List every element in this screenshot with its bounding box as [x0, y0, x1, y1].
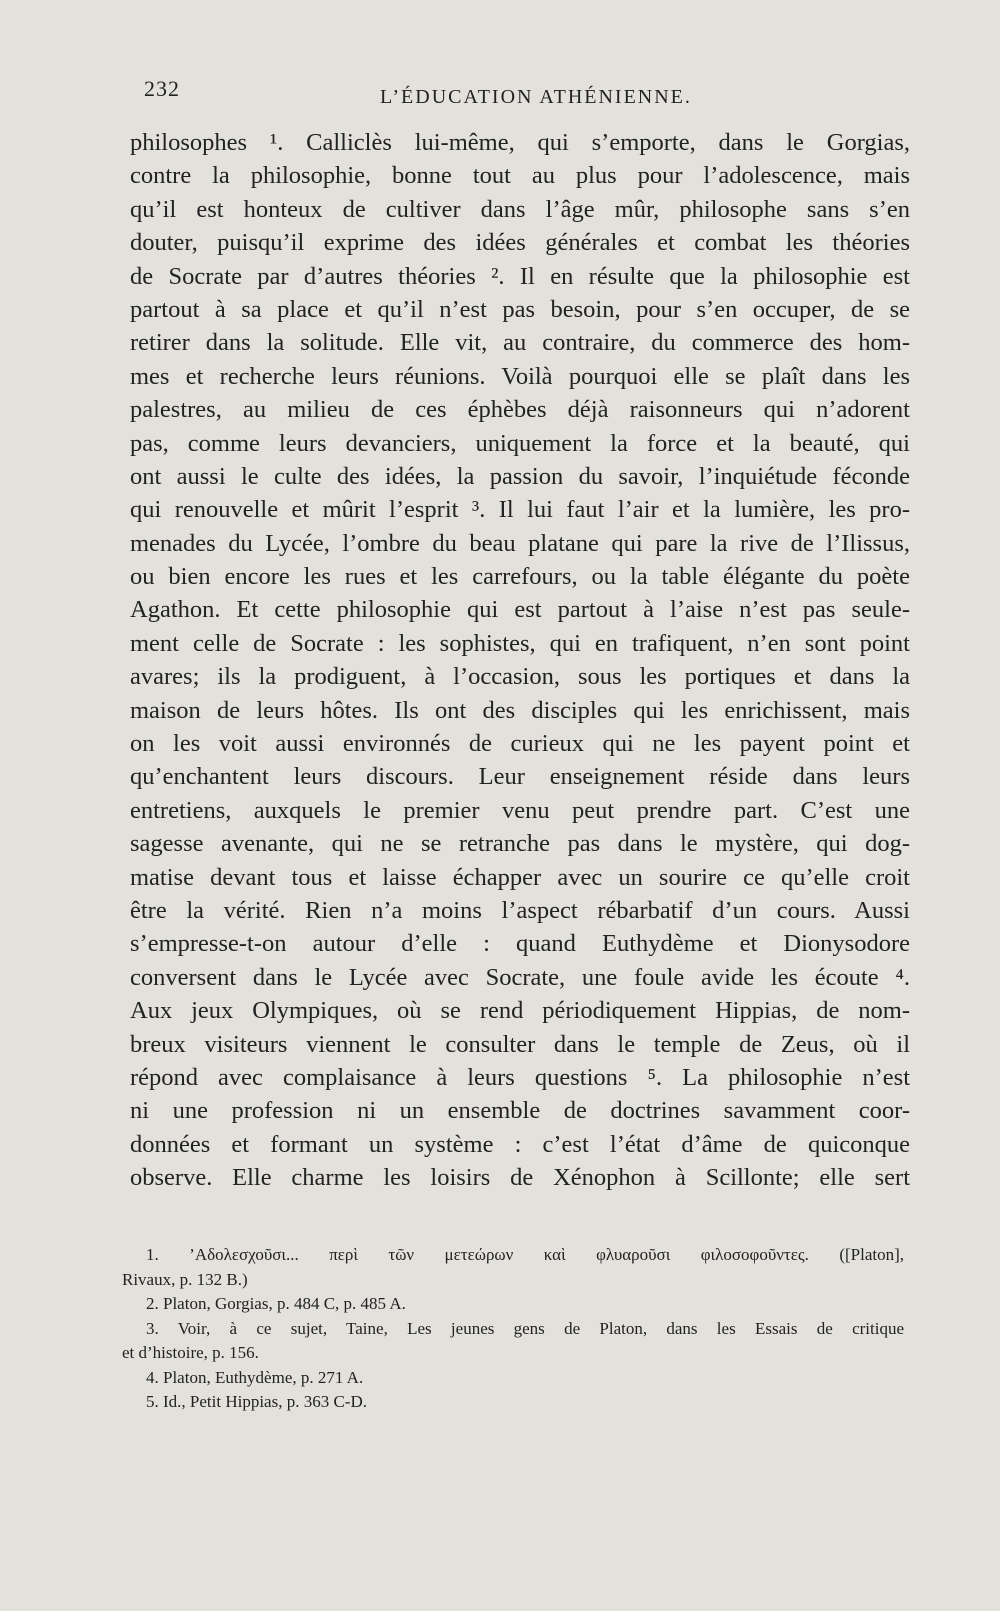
text-line: pas, comme leurs devanciers, uniquement la force et la beauté, qui: [130, 429, 910, 457]
text-line: menades du Lycée, l’ombre du beau platane qui pare la rive de l’Ilissus,: [130, 529, 910, 557]
text-line: entretiens, auxquels le premier venu peut prendre part. C’est une: [130, 796, 910, 824]
footnote-3-line-2: et d’histoire, p. 156.: [122, 1343, 259, 1362]
text-line: ont aussi le culte des idées, la passion du savoir, l’inquiétude féconde: [130, 462, 910, 490]
text-line: philosophes ¹. Calliclès lui-même, qui s’emporte, dans le Gorgias,: [130, 129, 910, 156]
text-line: données et formant un système : c’est l’état d’âme de quiconque: [130, 1130, 910, 1158]
running-title: L’ÉDUCATION ATHÉNIENNE.: [380, 86, 692, 108]
text-line: on les voit aussi environnés de curieux qui ne les payent point et: [130, 730, 910, 758]
footnote-4: 4. Platon, Euthydème, p. 271 A.: [146, 1367, 364, 1387]
text-line: contre la philosophie, bonne tout au plus pour l’adolescence, mais: [130, 162, 910, 190]
footnote-5: 5. Id., Petit Hippias, p. 363 C-D.: [146, 1392, 367, 1411]
text-line: de Socrate par d’autres théories ². Il en résulte que la philosophie est: [130, 262, 910, 290]
footnote-1-line-1: 1. ’Αδολεσχοῦσι... περὶ τῶν μετεώρων καὶ φλυαροῦσι φιλοσοφοῦντες. ([Platon],: [146, 1245, 904, 1264]
text-line: matise devant tous et laisse échapper avec un sourire ce qu’elle croit: [130, 863, 910, 891]
text-line: conversent dans le Lycée avec Socrate, une foule avide les écoute ⁴.: [130, 963, 910, 991]
text-line: palestres, au milieu de ces éphèbes déjà raisonneurs qui n’adorent: [130, 396, 910, 424]
text-line: douter, puisqu’il exprime des idées générales et combat les théories: [130, 229, 910, 257]
footnotes: [122, 1243, 904, 1415]
page-header: [140, 76, 920, 110]
text-line: être la vérité. Rien n’a moins l’aspect rébarbatif d’un cours. Aussi: [130, 896, 910, 924]
text-line: sagesse avenante, qui ne se retranche pas dans le mystère, qui dog-: [130, 830, 910, 858]
text-line: breux visiteurs viennent le consulter dans le temple de Zeus, où il: [130, 1030, 910, 1058]
text-line: s’empresse-t-on autour d’elle : quand Euthydème et Dionysodore: [130, 930, 910, 958]
page-number: 232: [144, 76, 180, 101]
text-line: Aux jeux Olympiques, où se rend périodiquement Hippias, de nom-: [130, 997, 910, 1025]
text-line: ni une profession ni un ensemble de doctrines savamment coor-: [130, 1097, 910, 1125]
text-line: répond avec complaisance à leurs questions ⁵. La philosophie n’est: [130, 1063, 910, 1091]
footnote-2: 2. Platon, Gorgias, p. 484 C, p. 485 A.: [146, 1294, 406, 1313]
footnote-3-line-1: 3. Voir, à ce sujet, Taine, Les jeunes gens de Platon, dans les Essais de critique: [146, 1318, 904, 1338]
text-line: retirer dans la solitude. Elle vit, au contraire, du commerce des hom-: [130, 329, 910, 357]
text-line: qu’enchantent leurs discours. Leur enseignement réside dans leurs: [130, 763, 910, 791]
text-line: Agathon. Et cette philosophie qui est partout à l’aise n’est pas seule-: [130, 596, 910, 624]
footnote-1-line-2: Rivaux, p. 132 B.): [122, 1269, 248, 1289]
text-line: ou bien encore les rues et les carrefours, ou la table élégante du poète: [130, 563, 910, 591]
text-line: mes et recherche leurs réunions. Voilà pourquoi elle se plaît dans les: [130, 362, 910, 390]
text-line: ment celle de Socrate : les sophistes, qui en trafiquent, n’en sont point: [130, 629, 910, 657]
body-text: [130, 126, 910, 1195]
text-line: qu’il est honteux de cultiver dans l’âge mûr, philosophe sans s’en: [130, 195, 910, 223]
text-line: maison de leurs hôtes. Ils ont des disciples qui les enrichissent, mais: [130, 696, 910, 724]
text-line: avares; ils la prodiguent, à l’occasion, sous les portiques et dans la: [130, 663, 910, 691]
text-line: qui renouvelle et mûrit l’esprit ³. Il lui faut l’air et la lumière, les pro-: [130, 496, 910, 524]
text-line: partout à sa place et qu’il n’est pas besoin, pour s’en occuper, de se: [130, 295, 910, 323]
text-line: observe. Elle charme les loisirs de Xénophon à Scillonte; elle sert: [130, 1164, 910, 1192]
